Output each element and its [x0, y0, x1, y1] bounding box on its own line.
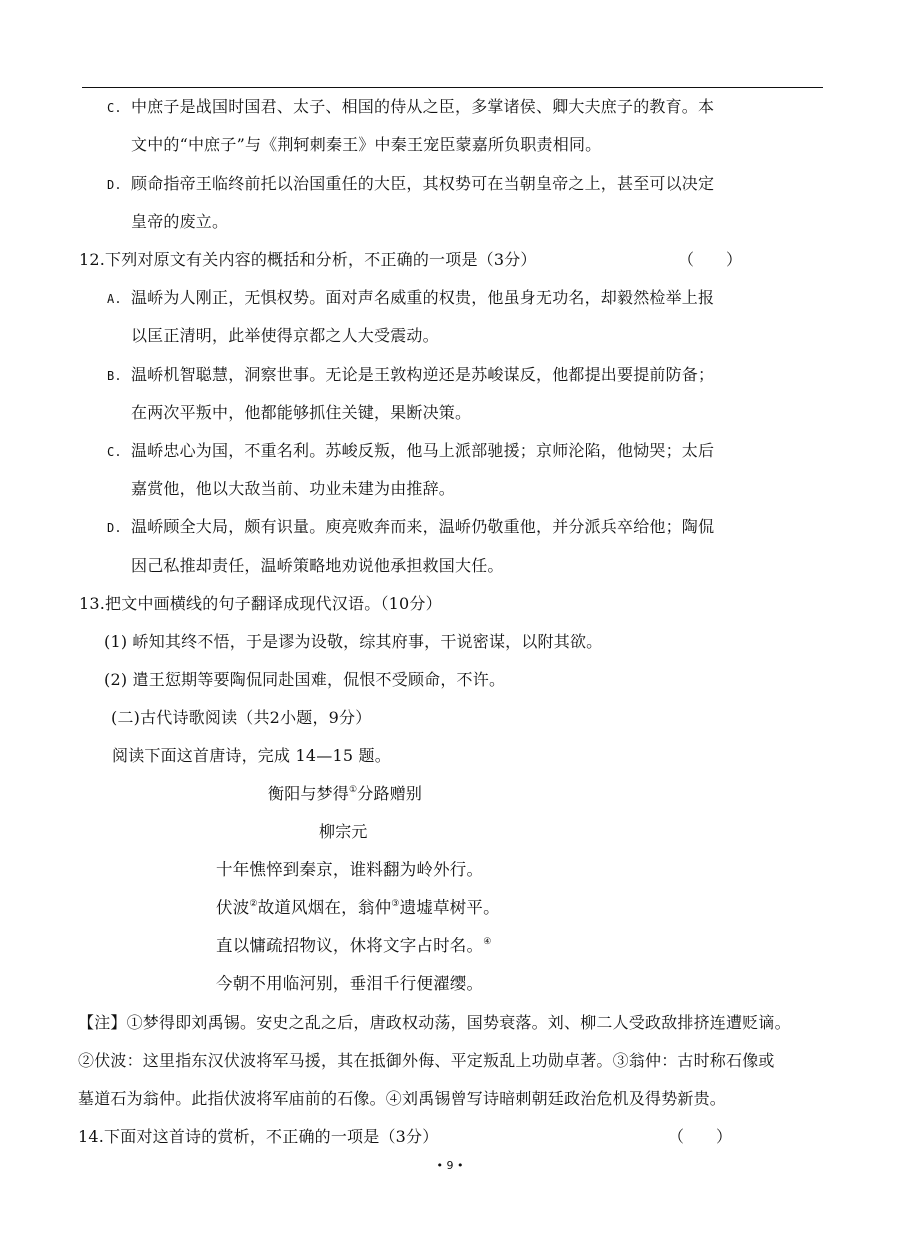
option-text: 温峤为人刚正，无惧权势。面对声名威重的权贵，他虽身无功名，却毅然检举上报	[131, 288, 715, 307]
footnote-mark: ①	[349, 785, 358, 795]
q12-option-c	[107, 440, 714, 463]
option-letter: D.	[107, 521, 122, 535]
poem-title: 衡阳与梦得①分路赠别	[268, 784, 423, 803]
q12-option-b-continued: 在两次平叛中，他都能够抓住关键，果断决策。	[131, 403, 472, 422]
q13-item-1: (1) 峤知其终不悟，于是谬为设敬，综其府事，干说密谋，以附其欲。	[104, 632, 603, 651]
q14-stem: 14.下面对这首诗的赏析，不正确的一项是（3分）	[78, 1127, 439, 1146]
option-letter: C.	[107, 101, 122, 115]
poem-author: 柳宗元	[319, 822, 368, 841]
option-text: 顾命指帝王临终前托以治国重任的大臣，其权势可在当朝皇帝之上，甚至可以决定	[131, 174, 715, 193]
q11-option-c-continued: 文中的“中庶子”与《荆轲刺秦王》中秦王宠臣蒙嘉所负职责相同。	[131, 135, 602, 154]
q11-option-d	[107, 173, 714, 196]
section-intro: 阅读下面这首唐诗，完成 14—15 题。	[112, 746, 391, 765]
page-number: • 9 •	[436, 1159, 464, 1172]
q12-option-a-continued: 以匡正清明，此举使得京都之人大受震动。	[131, 326, 439, 345]
q12-stem: 12.下列对原文有关内容的概括和分析，不正确的一项是（3分）	[79, 250, 537, 269]
notes-line-2: ②伏波：这里指东汉伏波将军马援，其在抵御外侮、平定叛乱上功勋卓著。③翁仲：古时称石像或	[78, 1051, 775, 1070]
q13-stem: 13.把文中画横线的句子翻译成现代汉语。（10分）	[79, 594, 442, 613]
section-heading: (二)古代诗歌阅读（共2小题，9分）	[111, 708, 372, 727]
q11-option-c	[107, 96, 714, 119]
q12-option-d-continued: 因己私推却责任，温峤策略地劝说他承担救国大任。	[131, 556, 504, 575]
q12-option-d	[107, 516, 714, 539]
option-text: 温峤机智聪慧，洞察世事。无论是王敦构逆还是苏峻谋反，他都提出要提前防备；	[131, 365, 715, 384]
q12-option-b	[107, 364, 714, 387]
option-text: 温峤忠心为国，不重名利。苏峻反叛，他马上派部驰援；京师沦陷，他恸哭；太后	[131, 441, 715, 460]
poem-line-2: 伏波②故道风烟在，翁仲③遗墟草树平。	[216, 898, 500, 917]
header-rule	[82, 87, 823, 88]
q14-answer-bracket: （ ）	[668, 1127, 733, 1146]
option-letter: C.	[107, 445, 122, 459]
poem-line-4: 今朝不用临河别，垂泪千行便濯缨。	[216, 974, 484, 993]
option-letter: B.	[107, 369, 122, 383]
option-text: 中庶子是战国时国君、太子、相国的侍从之臣，多掌诸侯、卿大夫庶子的教育。本	[131, 97, 715, 116]
q12-answer-bracket: （ ）	[678, 250, 743, 269]
q13-item-2: (2) 遣王愆期等要陶侃同赴国难，侃恨不受顾命，不许。	[104, 670, 506, 689]
q12-option-c-continued: 嘉赏他，他以大敌当前、功业未建为由推辞。	[131, 479, 456, 498]
poem-line-1: 十年憔悴到秦京，谁料翻为岭外行。	[216, 860, 484, 879]
option-letter: D.	[107, 178, 122, 192]
notes-line-3: 墓道石为翁仲。此指伏波将军庙前的石像。④刘禹锡曾写诗暗刺朝廷政治危机及得势新贵。	[78, 1089, 727, 1108]
option-letter: A.	[107, 292, 122, 306]
footnote-mark: ④	[483, 937, 492, 947]
poem-line-3: 直以慵疏招物议，休将文字占时名。④	[216, 936, 492, 955]
footnote-mark: ②	[249, 899, 258, 909]
footnote-mark: ③	[391, 899, 400, 909]
q12-option-a	[107, 287, 714, 310]
option-text: 温峤顾全大局，颇有识量。庾亮败奔而来，温峤仍敬重他，并分派兵卒给他；陶侃	[131, 517, 715, 536]
q11-option-d-continued: 皇帝的废立。	[131, 212, 229, 231]
notes-line-1: 【注】①梦得即刘禹锡。安史之乱之后，唐政权动荡，国势衰落。刘、柳二人受政敌排挤连遭贬谪。	[78, 1013, 791, 1032]
